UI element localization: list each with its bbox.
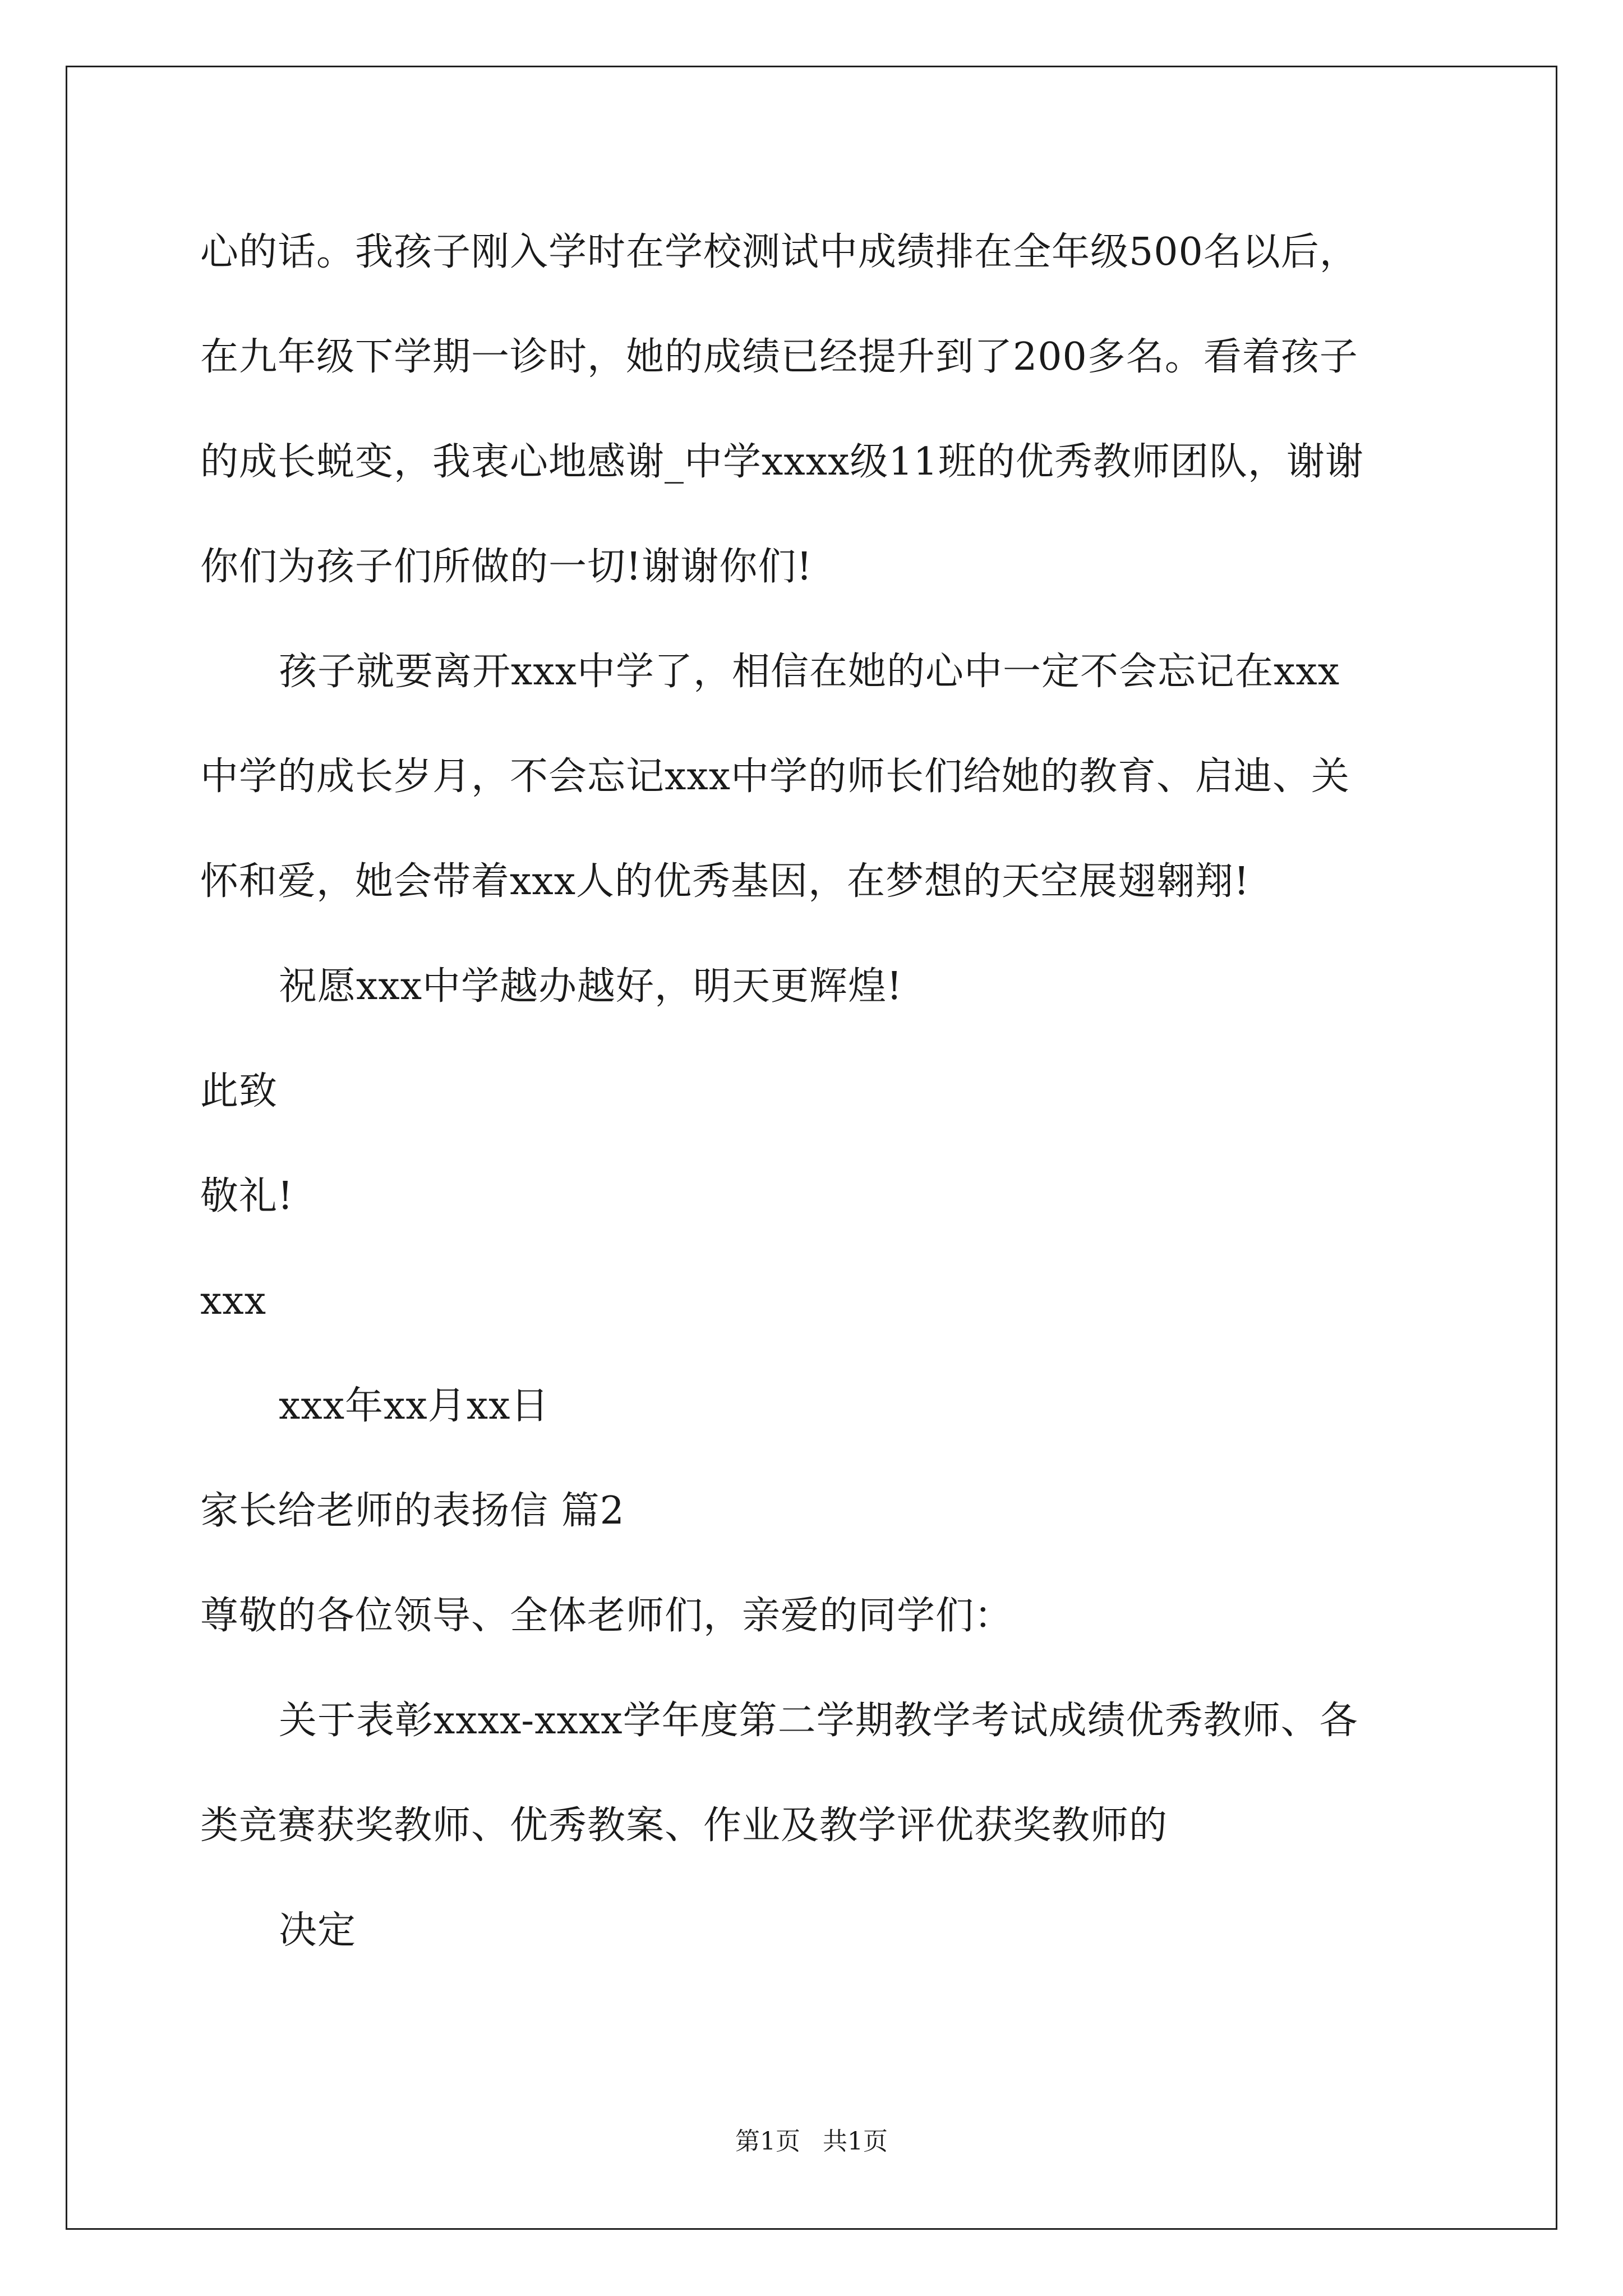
- page-number: 第1页: [735, 2127, 800, 2156]
- text-line: 孩子就要离开xxx中学了，相信在她的心中一定不会忘记在xxx: [279, 650, 1340, 694]
- page-footer: [0, 2126, 1623, 2157]
- text-line: 你们为孩子们所做的一切!谢谢你们!: [200, 545, 813, 589]
- text-line: 怀和爱，她会带着xxx人的优秀基因，在梦想的天空展翅翱翔!: [200, 859, 1250, 904]
- text-line: 中学的成长岁月，不会忘记xxx中学的师长们给她的教育、启迪、关: [200, 754, 1350, 799]
- text-line: 在九年级下学期一诊时，她的成绩已经提升到了200多名。看着孩子: [200, 335, 1358, 379]
- text-line: 敬礼!: [200, 1174, 294, 1218]
- text-line: 关于表彰xxxx-xxxx学年度第二学期教学考试成绩优秀教师、各: [279, 1699, 1358, 1743]
- page-total: 共1页: [823, 2127, 888, 2156]
- date-line: xxx年xx月xx日: [279, 1384, 550, 1428]
- text-line: 此致: [200, 1069, 278, 1114]
- text-line: 祝愿xxx中学越办越好，明天更辉煌!: [279, 964, 903, 1009]
- text-line: 决定: [279, 1908, 357, 1953]
- text-line: 心的话。我孩子刚入学时在学校测试中成绩排在全年级500名以后，: [200, 230, 1358, 274]
- section-heading: 家长给老师的表扬信 篇2: [200, 1489, 625, 1533]
- text-line: xxx: [200, 1279, 267, 1323]
- page-border: [66, 66, 1557, 2230]
- text-line: 类竞赛获奖教师、优秀教案、作业及教学评优获奖教师的: [200, 1803, 1168, 1848]
- text-line: 的成长蜕变，我衷心地感谢_中学xxxx级11班的优秀教师团队，谢谢: [200, 440, 1364, 484]
- salutation: 尊敬的各位领导、全体老师们，亲爱的同学们：: [200, 1594, 1013, 1638]
